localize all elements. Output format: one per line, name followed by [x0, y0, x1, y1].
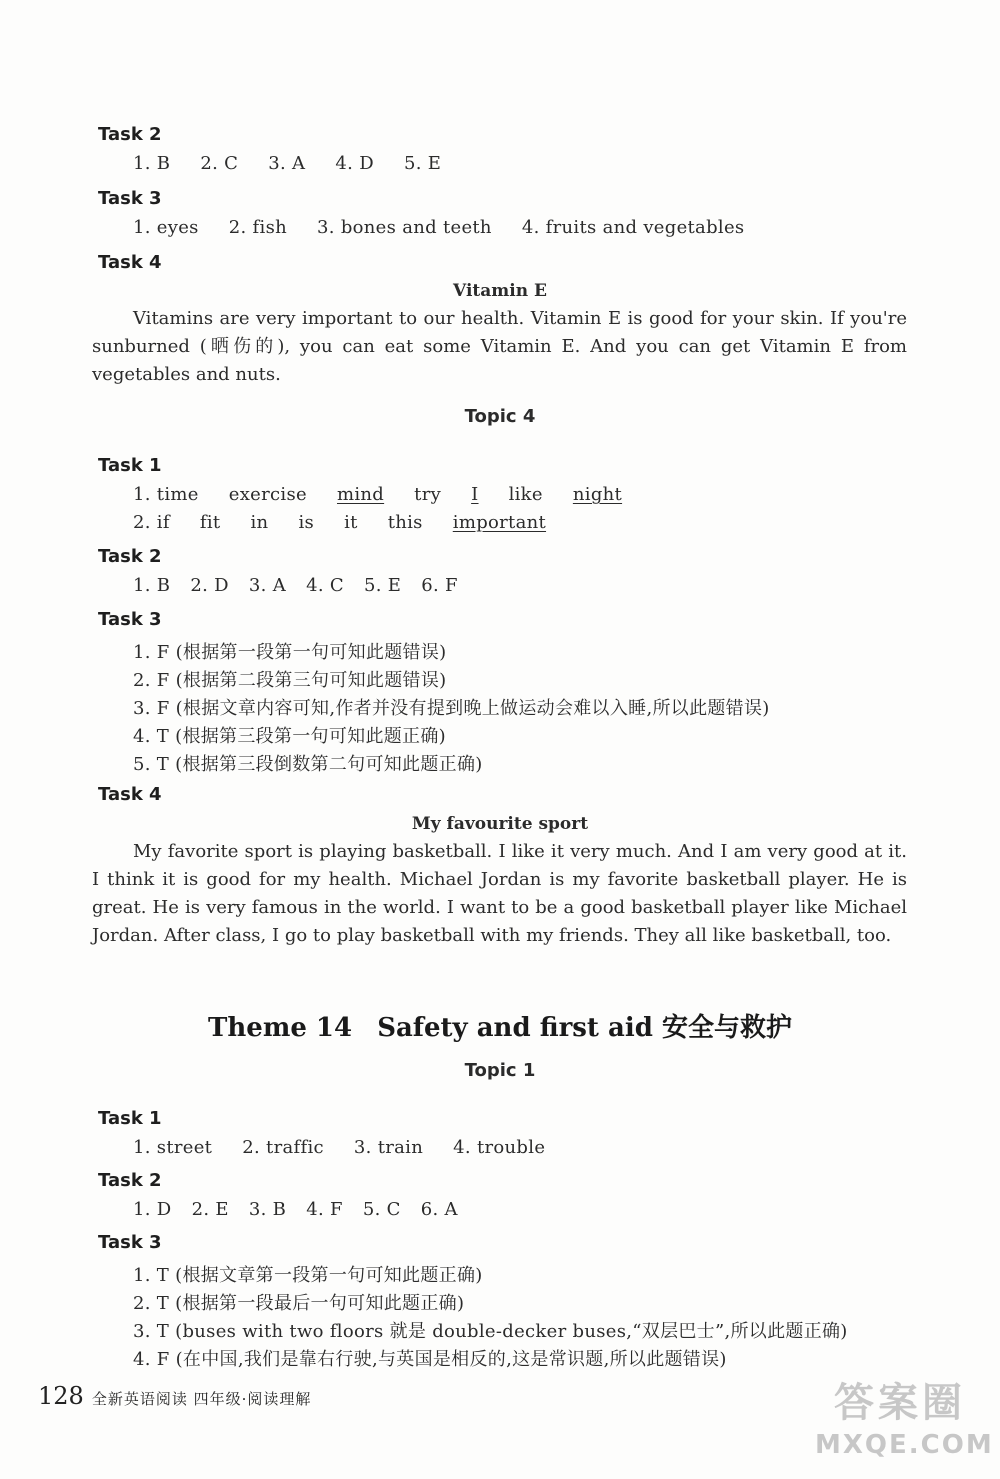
answer-row [133, 1199, 472, 1220]
task-heading: Task 3 [98, 188, 162, 209]
watermark-logo [815, 1378, 994, 1473]
theme-heading [0, 1007, 1000, 1044]
watermark-url: MXQE.COM [815, 1430, 994, 1460]
answer-line: 2. F (根据第二段第三句可知此题错误) [133, 670, 447, 691]
answer-row [133, 512, 570, 533]
answer: 4. trouble [453, 1137, 546, 1158]
answer: 3. A [268, 153, 306, 174]
answer-line: 1. T (根据文章第一段第一句可知此题正确) [133, 1265, 483, 1286]
task-heading: Task 3 [98, 1232, 162, 1253]
answer: 2. traffic [242, 1137, 324, 1158]
answer: 3. B [248, 1199, 287, 1220]
answer: 1. B [133, 153, 171, 174]
task-heading: Task 1 [98, 455, 162, 476]
answer: 6. A [420, 1199, 458, 1220]
page-number: 128 [38, 1382, 84, 1410]
answer: 1. D [133, 1199, 172, 1220]
task-heading: Task 4 [98, 784, 162, 805]
answer: 2. D [190, 575, 229, 596]
answer-line: 2. T (根据第一段最后一句可知此题正确) [133, 1293, 465, 1314]
answer: 3. train [353, 1137, 424, 1158]
answer: 2. E [191, 1199, 229, 1220]
answer-line: 5. T (根据第三段倒数第二句可知此题正确) [133, 754, 483, 775]
book-title: 全新英语阅读 四年级·阅读理解 [91, 1390, 312, 1408]
word: mind [336, 484, 385, 505]
answer: 4. fruits and vegetables [521, 217, 745, 238]
answer: 5. E [403, 153, 442, 174]
answer-row [133, 217, 768, 238]
word: like [508, 484, 543, 505]
answer: 4. F [306, 1199, 343, 1220]
word: it [344, 512, 358, 533]
answer-row [133, 153, 465, 174]
answer: 3. bones and teeth [317, 217, 492, 238]
answer-row [133, 575, 472, 596]
answer: 2. C [200, 153, 239, 174]
answer: 6. F [421, 575, 458, 596]
task-heading: Task 2 [98, 1170, 162, 1191]
topic-title: Topic 1 [464, 1060, 536, 1081]
word: important [452, 512, 547, 533]
task-heading: Task 3 [98, 609, 162, 630]
answer-line: 3. F (根据文章内容可知,作者并没有提到晚上做运动会难以入睡,所以此题错误) [133, 698, 770, 719]
answer-row [133, 1137, 569, 1158]
passage-title: My favourite sport [411, 814, 589, 834]
passage-text: My favorite sport is playing basketball. I like it very much. And I am very good at it. I think it is good for my health. Michael Jordan is my favorite basketball player. He is great. He is very famous in the world. I want to be a good basketball player like Michael Jordan. After class, I go to play basketball with my friends. They all like basketball, too. [92, 841, 907, 946]
passage-text: Vitamins are very important to our health. Vitamin E is good for your skin. If you're sunburned (晒伤的), you can eat some Vitamin E. And you can get Vitamin E from vegetables and nuts. [92, 308, 907, 385]
answer: 4. D [335, 153, 374, 174]
word: in [250, 512, 269, 533]
theme-title: Safety and first aid 安全与救护 [377, 1013, 792, 1043]
word: is [298, 512, 315, 533]
answer-line: 4. F (在中国,我们是靠右行驶,与英国是相反的,这是常识题,所以此题错误) [133, 1349, 727, 1370]
answer: 1. street [133, 1137, 213, 1158]
word: fit [199, 512, 221, 533]
answer: 5. E [363, 575, 402, 596]
theme-label: Theme 14 [208, 1013, 353, 1043]
word: 2. if [133, 512, 170, 533]
word: night [572, 484, 623, 505]
task-heading: Task 4 [98, 252, 162, 273]
word: exercise [228, 484, 307, 505]
topic-title: Topic 4 [464, 406, 536, 427]
answer: 1. eyes [133, 217, 199, 238]
answer-line: 1. F (根据第一段第一句可知此题错误) [133, 642, 447, 663]
watermark-text: 答案圈 [834, 1380, 966, 1426]
task-heading: Task 2 [98, 124, 162, 145]
answer: 2. fish [228, 217, 287, 238]
answer-line: 3. T (buses with two floors 就是 double-decker buses,“双层巴士”,所以此题正确) [133, 1321, 848, 1342]
answer-row [133, 484, 646, 505]
word: 1. time [133, 484, 199, 505]
answer: 1. B [133, 575, 171, 596]
word: try [414, 484, 442, 505]
page-footer [38, 1382, 311, 1410]
answer: 3. A [248, 575, 287, 596]
task-heading: Task 2 [98, 546, 162, 567]
answer: 4. C [306, 575, 344, 596]
passage-title: Vitamin E [453, 281, 547, 301]
word: I [471, 484, 479, 505]
answer: 5. C [362, 1199, 401, 1220]
answer-line: 4. T (根据第三段第一句可知此题正确) [133, 726, 446, 747]
task-heading: Task 1 [98, 1108, 162, 1129]
word: this [387, 512, 423, 533]
